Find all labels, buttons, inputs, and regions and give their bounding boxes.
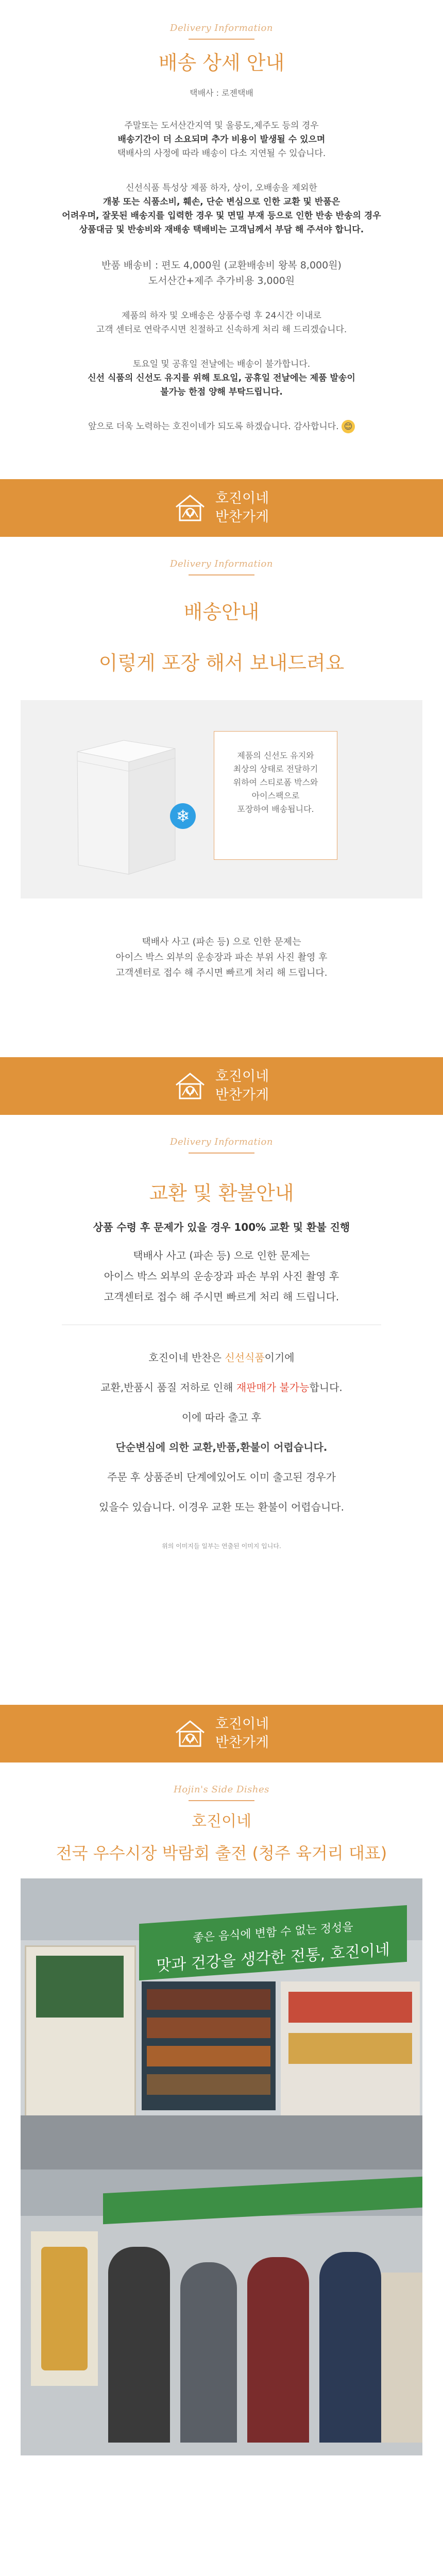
text-line: 신선 식품의 신선도 유지를 위해 토요일, 공휴일 전날에는 제품 발송이 (88, 373, 355, 383)
section-title: 배송 상세 안내 (158, 52, 285, 74)
divider (189, 1153, 254, 1154)
text-line: 고객 센터로 연락주시면 친절하고 신속하게 처리 해 드리겠습니다. (96, 325, 347, 335)
text-line: 제품의 하자 및 오배송은 상품수령 후 24시간 이내로 (122, 311, 321, 321)
divider (189, 39, 254, 40)
brand-name: 호진이네 반찬가게 (215, 1069, 269, 1103)
thanks-text: 앞으로 더욱 노력하는 호진이네가 되도록 하겠습니다. 감사합니다. (88, 421, 339, 432)
section-deco-title: Hojin's Side Dishes (174, 1784, 269, 1795)
section-subtitle: 이렇게 포장 해서 보내드려요 (98, 652, 345, 674)
brand-name: 호진이네 반찬가게 (215, 490, 269, 525)
damage-paragraph: 택배사 사고 (파손 등) 으로 인한 문제는 아이스 박스 외부의 운송장과 파손 부위 사진 촬영 후 고객센터로 접수 해 주시면 빠르게 처리 해 드립니다. (115, 937, 328, 978)
text-line: 배송기간이 더 소요되며 추가 비용이 발생될 수 있으며 (117, 134, 326, 145)
text-line: 주말또는 도서산간지역 및 울릉도,제주도 등의 경우 (124, 121, 319, 131)
text-line: 어려우며, 잘못된 배송지를 입력한 경우 및 면밀 부재 등으로 인한 반송 반송의 경우 (62, 211, 381, 221)
booth-photo: 좋은 음식에 변함 수 없는 정성을 맛과 건강을 생각한 전통, 호진이네 (21, 1878, 422, 2170)
delivery-paragraph-2 (0, 181, 443, 237)
exchange-refund-section (0, 1115, 443, 1705)
text-line: 불가능 한점 양해 부탁드립니다. (160, 387, 283, 397)
brand-banner (0, 479, 443, 537)
section-title: 배송안내 (183, 601, 260, 623)
crowd-photo (21, 2170, 422, 2455)
thanks-line (0, 420, 443, 434)
text-line: 도서산간+제주 추가비용 3,000원 (148, 275, 295, 286)
fresh-food-policy: 호진이네 반찬은 신선식품이기에 교환,반품시 품질 저하로 인해 재판매가 불가능합니다. 이에 따라 출고 후 단순변심에 의한 교환,반품,환불이 어렵습니다. 주문 후 상품준비 단계에있어도 이미 출고된 경우가 있을수 있습니다. 이경우 교환 또는 환불이 어렵습니다. (99, 1351, 344, 1513)
section-deco-title: Delivery Information (170, 558, 273, 569)
brand-heading: 호진이네 (192, 1812, 251, 1831)
brand-banner (0, 1057, 443, 1115)
section-deco-title: Delivery Information (170, 23, 273, 33)
house-logo-icon (174, 1719, 206, 1748)
defect-paragraph (0, 309, 443, 337)
delivery-details-section (0, 0, 443, 479)
damage-paragraph: 택배사 사고 (파손 등) 으로 인한 문제는 아이스 박스 외부의 운송장과 파손 부위 사진 촬영 후 고객센터로 접수 해 주시면 빠르게 처리 해 드립니다. (104, 1249, 339, 1303)
text-line: 상품대금 및 반송비와 재배송 택배비는 고객님께서 부담 해 주셔야 합니다. (79, 225, 364, 235)
section-deco-title: Delivery Information (170, 1137, 273, 1147)
divider (189, 574, 254, 575)
text-line: 신선식품 특성상 제품 하자, 상이, 오배송을 제외한 (126, 183, 317, 193)
holiday-paragraph (0, 358, 443, 399)
packaging-note: 제품의 신선도 유지와 최상의 상태로 전달하기 위하여 스티로폼 박스와 아이스팩으로 포장하여 배송됩니다. (214, 731, 337, 860)
packaging-image (21, 700, 422, 899)
delivery-paragraph-1 (0, 119, 443, 161)
divider (189, 1800, 254, 1801)
lead-text: 상품 수령 후 문제가 있을 경우 100% 교환 및 환불 진행 (93, 1221, 350, 1233)
disclaimer-text: 위의 이미지들 일부는 연출된 이미지 입니다. (162, 1543, 281, 1550)
courier-label: 택배사 : 로젠택배 (190, 88, 253, 98)
styrofoam-box-image (72, 736, 180, 878)
text-line: 택배사의 사정에 따라 배송이 다소 지연될 수 있습니다. (117, 148, 326, 159)
text-line: 토요일 및 공휴일 전날에는 배송이 불가합니다. (132, 359, 311, 369)
expo-section (0, 1762, 443, 2576)
section-title: 교환 및 환불안내 (149, 1182, 294, 1205)
snowflake-icon: ❄ (170, 803, 196, 829)
section-title: 전국 우수시장 박람회 출전 (청주 육거리 대표) (56, 1843, 387, 1863)
text-line: 반품 배송비 : 편도 4,000원 (교환배송비 왕복 8,000원) (101, 260, 342, 271)
brand-name: 호진이네 반찬가게 (215, 1716, 269, 1751)
return-fee-paragraph (0, 258, 443, 289)
brand-banner (0, 1705, 443, 1762)
text-line: 개봉 또는 식품소비, 훼손, 단순 변심으로 인한 교환 및 반품은 (103, 197, 340, 207)
packaging-section (0, 537, 443, 1057)
house-logo-icon (174, 1072, 206, 1100)
house-logo-icon (174, 494, 206, 522)
smile-icon: 😊 (342, 420, 355, 433)
